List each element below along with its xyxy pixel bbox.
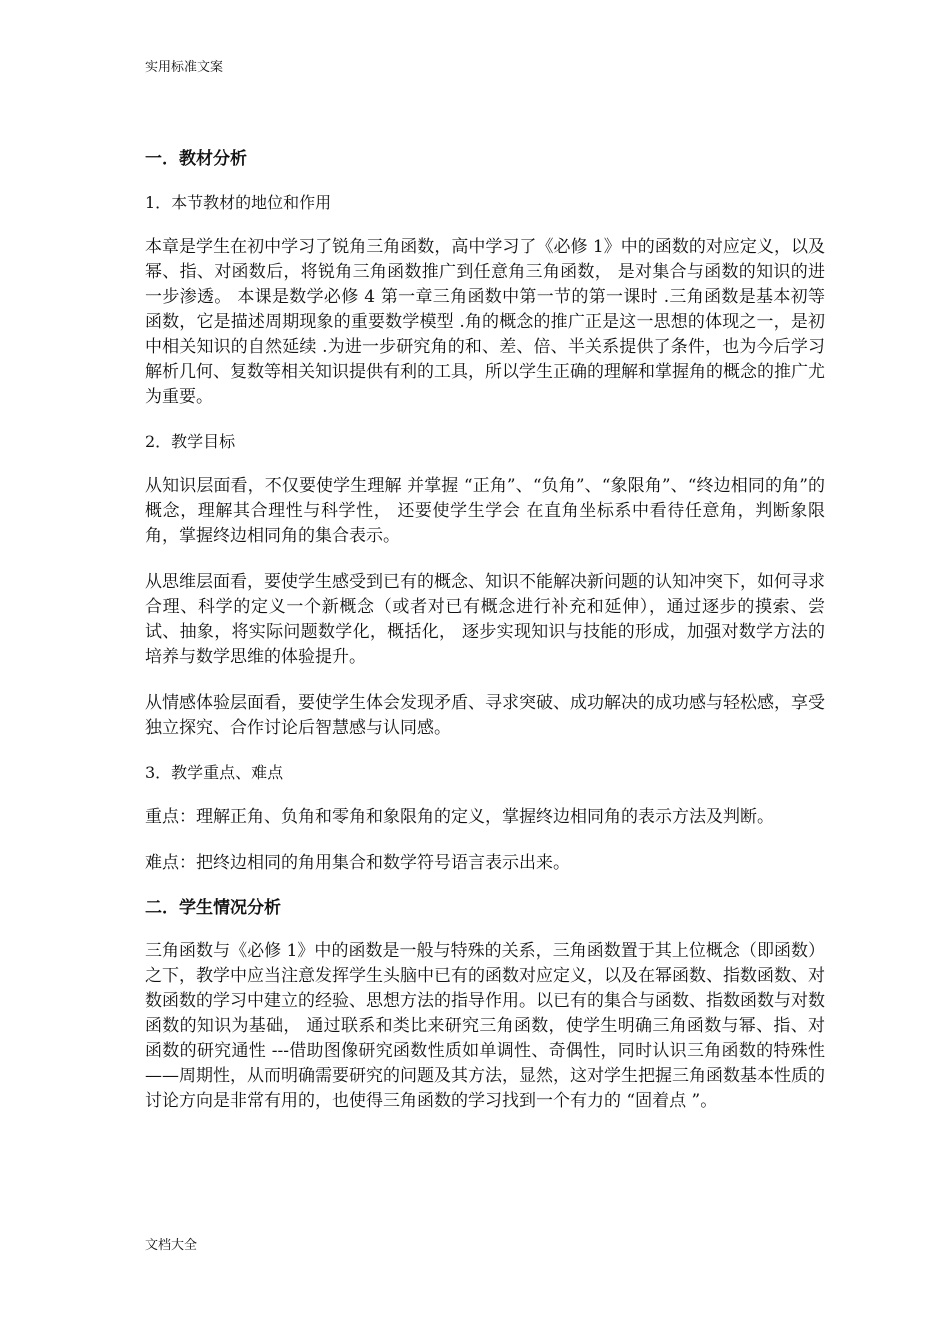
- paragraph: 从知识层面看，不仅要使学生理解 并掌握 “正角”、“负角”、“象限角”、“终边相同的角”的概念，理解其合理性与科学性， 还要使学生学会 在直角坐标系中看待任意角，判断象限角，掌握终边相同角的集合表示。: [145, 476, 825, 546]
- paragraph: 三角函数与《必修 1》中的函数是一般与特殊的关系，三角函数置于其上位概念（即函数）之下，教学中应当注意发挥学生头脑中已有的函数对应定义，以及在幂函数、指数函数、对数函数的学习中建立的经验、思想方法的指导作用。以已有的集合与函数、指数函数与对数函数的知识为基础， 通过联系和类比来研究三角函数，使学生明确三角函数与幂、指、对函数的研究通性 ---借助图像研究函数性质如单调性、奇偶性，同时认识三角函数的特殊性 ——周期性，从而明确需要研究的问题及其方法，显然，这对学生把握三角函数基本性质的讨论方向是非常有用的，也使得三角函数的学习找到一个有力的 “固着点 ”。: [145, 941, 825, 1111]
- page-header: 实用标准文案: [145, 60, 224, 75]
- paragraph: 重点：理解正角、负角和零角和象限角的定义，掌握终边相同角的表示方法及判断。: [145, 807, 774, 827]
- document-body: [145, 148, 825, 1135]
- section-2-title: 二．学生情况分析: [145, 898, 281, 918]
- subsection-1-2-title: 2．教学目标: [145, 432, 236, 451]
- paragraph: 本章是学生在初中学习了锐角三角函数，高中学习了《必修 1》中的函数的对应定义，以及幂、指、对函数后，将锐角三角函数推广到任意角三角函数， 是对集合与函数的知识的进一步渗透。 本课是数学必修 4 第一章三角函数中第一节的第一课时 .三角函数是基本初等函数，它是描述周期现象的重要数学模型 .角的概念的推广正是这一思想的体现之一，是初中相关知识的自然延续 .为进一步研究角的和、差、倍、半关系提供了条件，也为今后学习解析几何、复数等相关知识提供有利的工具，所以学生正确的理解和掌握角的概念的推广尤为重要。: [145, 237, 825, 407]
- page-footer: 文档大全: [145, 1238, 198, 1253]
- section-1-title: 一．教材分析: [145, 149, 247, 169]
- paragraph: 从思维层面看，要使学生感受到已有的概念、知识不能解决新问题的认知冲突下，如何寻求合理、科学的定义一个新概念（或者对已有概念进行补充和延伸），通过逐步的摸索、尝试、抽象，将实际问题数学化，概括化， 逐步实现知识与技能的形成，加强对数学方法的培养与数学思维的体验提升。: [145, 572, 825, 667]
- paragraph: 从情感体验层面看，要使学生体会发现矛盾、寻求突破、成功解决的成功感与轻松感，享受独立探究、合作讨论后智慧感与认同感。: [145, 693, 825, 738]
- paragraph: 难点：把终边相同的角用集合和数学符号语言表示出来。: [145, 853, 570, 873]
- subsection-1-1-title: 1．本节教材的地位和作用: [145, 193, 332, 212]
- subsection-1-3-title: 3．教学重点、难点: [145, 763, 284, 782]
